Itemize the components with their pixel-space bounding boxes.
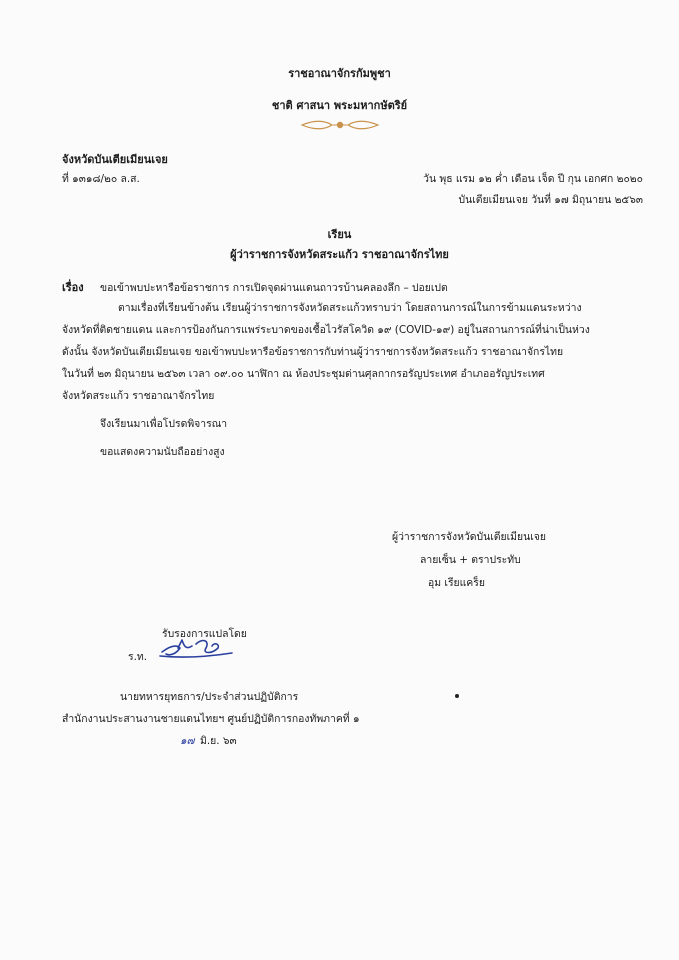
signatory-name: อุม เรียแคร็ย (428, 577, 485, 589)
body-line: ในวันที่ ๒๓ มิถุนายน ๒๕๖๓ เวลา ๐๙.๐๐ นาฬิกา ณ ห้องประชุมด่านศุลกากรอรัญประเทศ อำเภออรัญประเทศ (62, 368, 545, 380)
signatory-title: ผู้ว่าราชการจังหวัดบันเตียเมียนเจย (392, 531, 546, 543)
translation-certified: รับรองการแปลโดย (162, 628, 247, 640)
subject-label: เรื่อง (62, 281, 84, 294)
handwritten-signature-icon (156, 636, 236, 662)
signature-note: ลายเซ็น + ตราประทับ (420, 554, 521, 566)
subject-text: ขอเข้าพบปะหารือข้อราชการ การเปิดจุดผ่านแดนถาวรบ้านคลองลึก – ปอยเปต (100, 282, 448, 294)
translation-date-day: ๑๗ (180, 735, 195, 747)
ink-dot (455, 694, 459, 698)
addressee-name: ผู้ว่าราชการจังหวัดสระแก้ว ราชอาณาจักรไทย (230, 248, 449, 261)
translator-rank: ร.ท. (128, 651, 148, 663)
translation-date-rest: มิ.ย. ๖๓ (200, 735, 237, 747)
reference-number: ที่ ๑๓๑๘/๒๐ ล.ส. (62, 173, 140, 185)
national-motto: ชาติ ศาสนา พระมหากษัตริย์ (271, 99, 408, 112)
body-line: ตามเรื่องที่เรียนข้างต้น เรียนผู้ว่าราชการจังหวัดสระแก้วทราบว่า โดยสถานการณ์ในการข้ามแดนระหว่าง (118, 302, 582, 314)
lunar-date: วัน พุธ แรม ๑๒ ค่ำ เดือน เจ็ด ปี กุน เอกศก ๒๐๒๐ (423, 173, 643, 185)
body-line: จังหวัดสระแก้ว ราชอาณาจักรไทย (62, 390, 215, 402)
closing-request: จึงเรียนมาเพื่อโปรดพิจารณา (100, 418, 228, 430)
kingdom-title: ราชอาณาจักรกัมพูชา (288, 67, 391, 80)
salutation: เรียน (327, 228, 352, 241)
closing-regards: ขอแสดงความนับถืออย่างสูง (100, 446, 225, 458)
translator-office: สำนักงานประสานงานชายแดนไทยฯ ศูนย์ปฏิบัติการกองทัพภาคที่ ๑ (62, 713, 360, 725)
ornament-divider-icon (300, 118, 380, 132)
solar-date: บันเตียเมียนเจย วันที่ ๑๗ มิถุนายน ๒๕๖๓ (458, 194, 643, 206)
body-line: ดังนั้น จังหวัดบันเตียเมียนเจย ขอเข้าพบปะหารือข้อราชการกับท่านผู้ว่าราชการจังหวัดสระแก้ว ราชอาณาจักรไทย (62, 346, 564, 358)
body-line: จังหวัดที่ติดชายแดน และการป้องกันการแพร่ระบาดของเชื้อไวรัสโควิด ๑๙ (COVID-๑๙) อยู่ในสถานการณ์ที่น่าเป็นห่วง (62, 324, 590, 336)
sender-province: จังหวัดบันเตียเมียนเจย (62, 153, 168, 166)
translator-position: นายทหารยุทธการ/ประจำส่วนปฏิบัติการ (120, 691, 299, 703)
